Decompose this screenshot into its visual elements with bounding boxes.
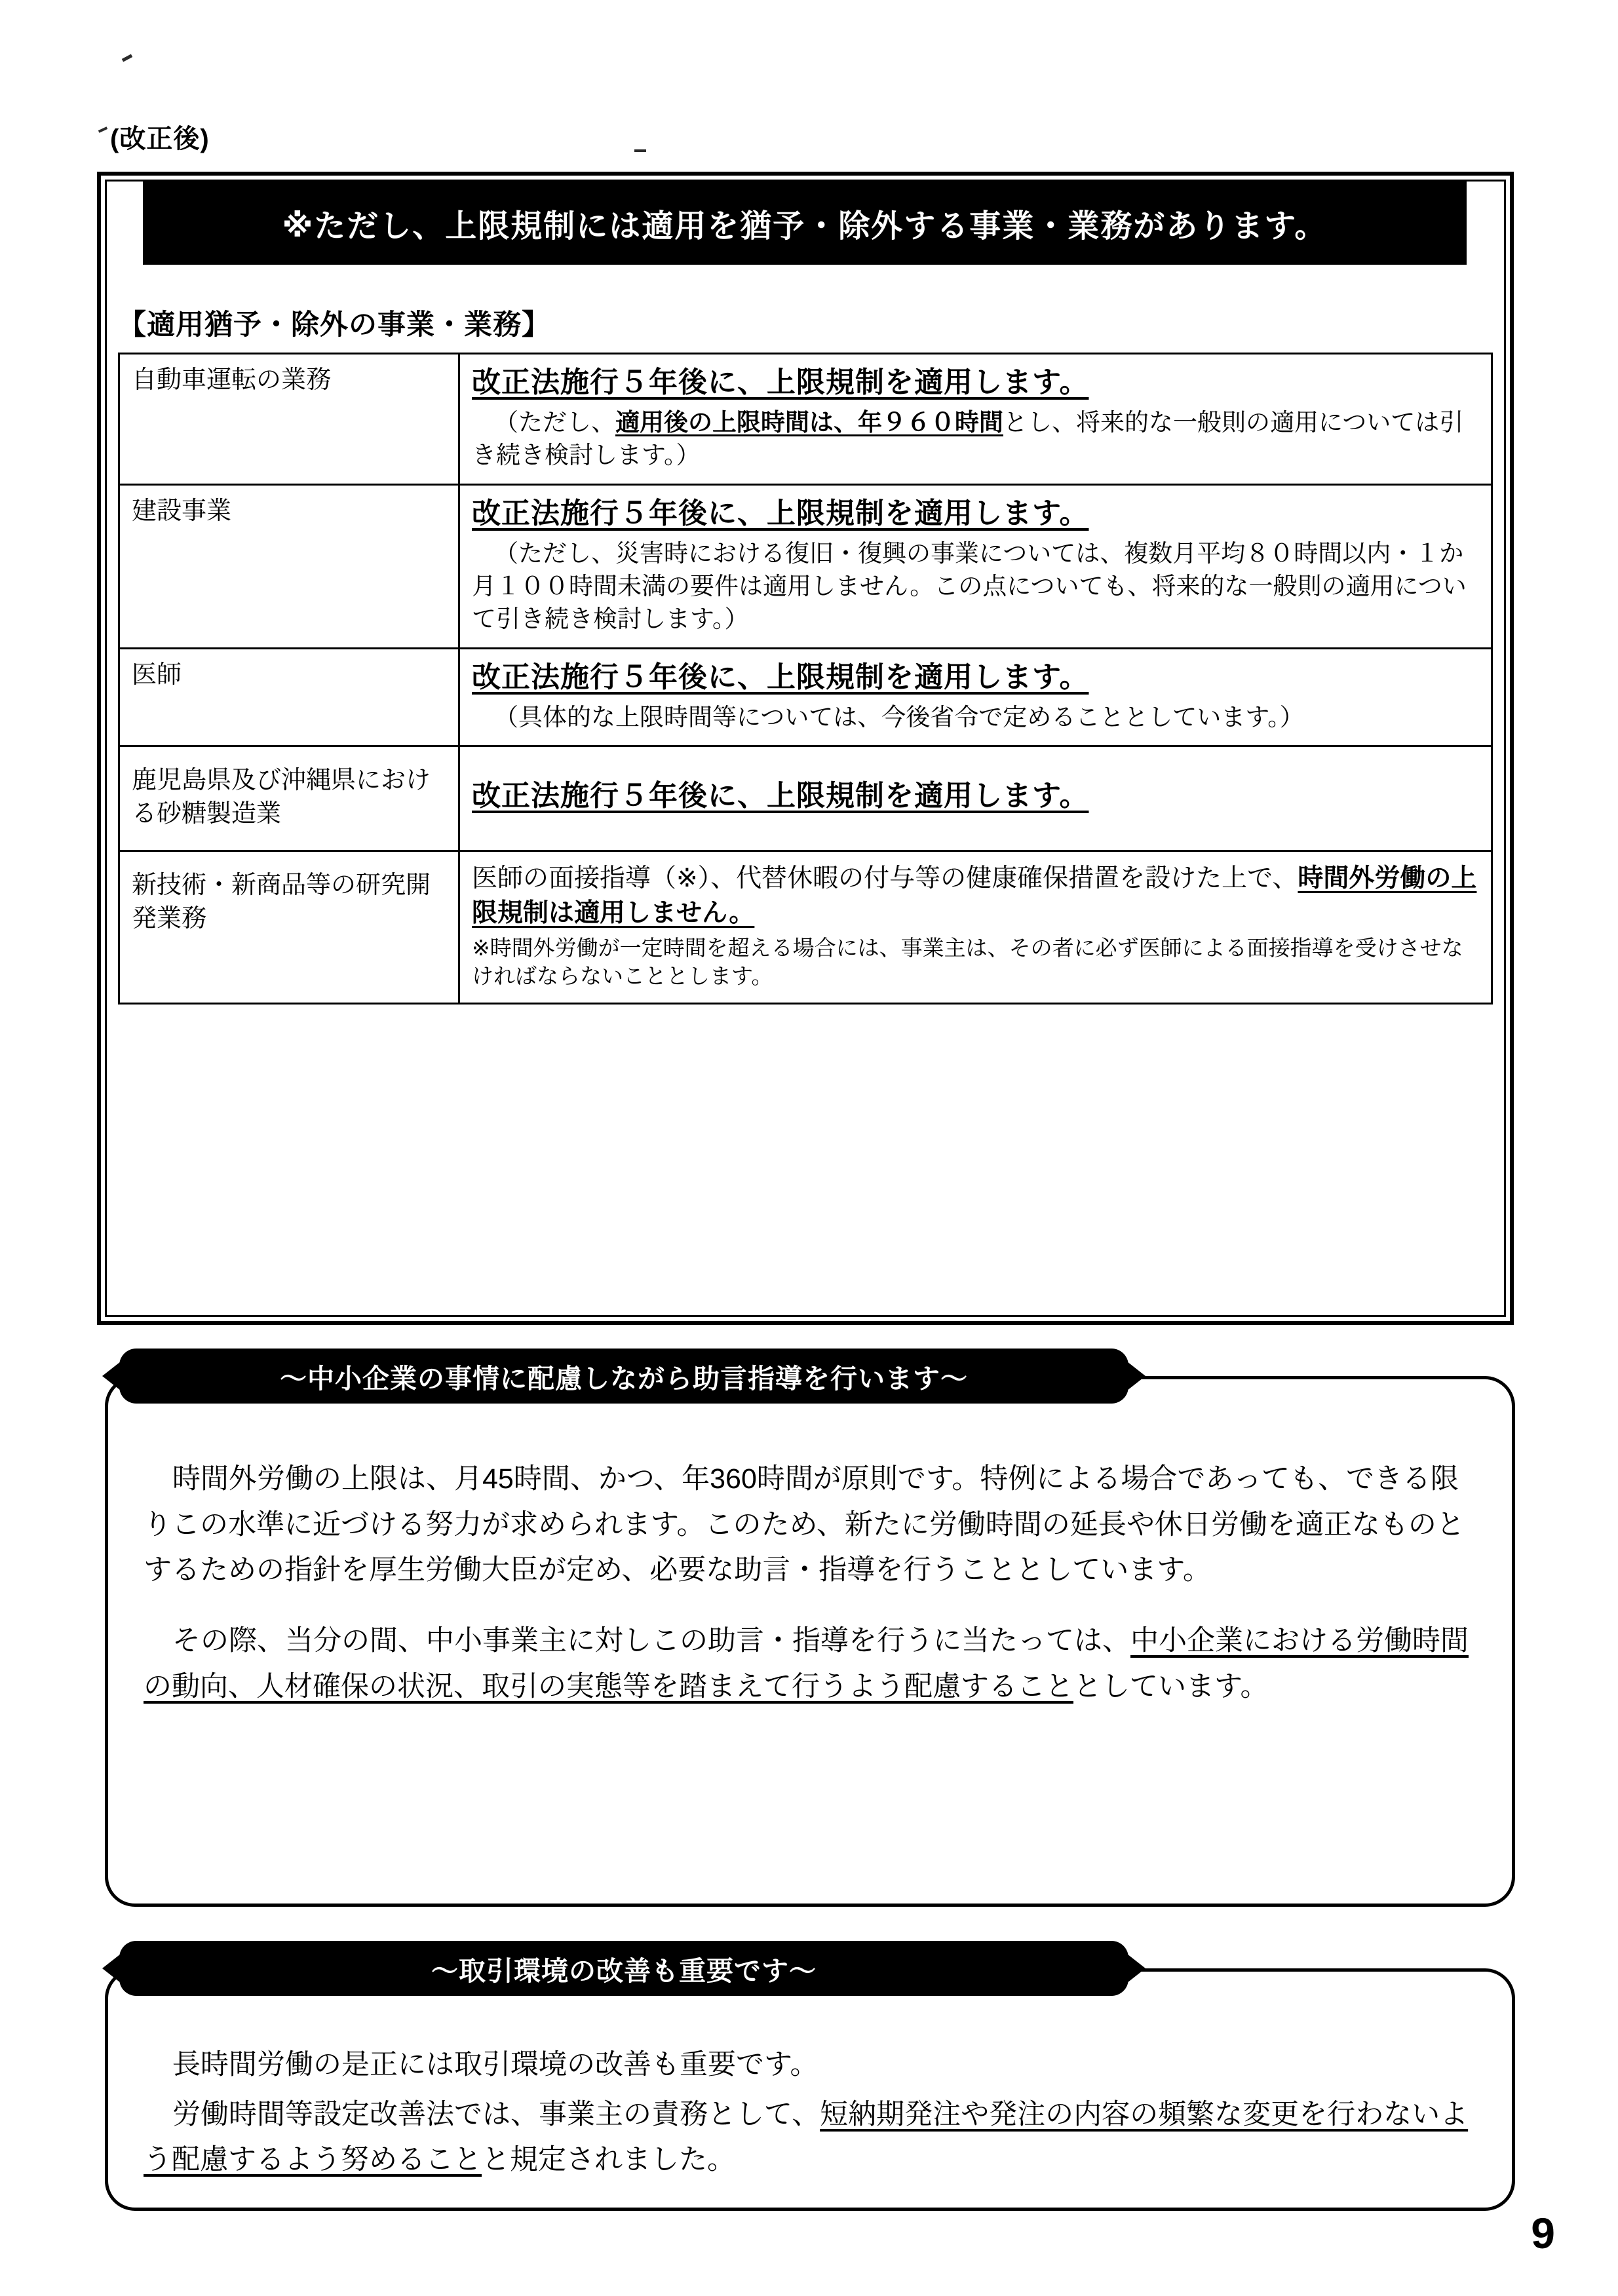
row-lead: 改正法施行５年後に、上限規制を適用します。	[472, 366, 1089, 398]
page-number: 9	[1531, 2209, 1555, 2257]
sme-paragraph-1: 時間外労働の上限は、月45時間、かつ、年360時間が原則です。特例による場合であっても、できる限りこの水準に近づける努力が求められます。このため、新たに労働時間の延長や休日労働を適正なものとするための指針を厚生労働大臣が定め、必要な助言・指導を行うこととしています。	[144, 1463, 1465, 1586]
sme-ribbon: ～中小企業の事情に配慮しながら助言指導を行います～	[119, 1349, 1128, 1404]
table-row	[119, 484, 1492, 648]
row-footnote: ※時間外労働が一定時間を超える場合には、事業主は、その者に必ず医師による面接指導を受けさせなければならないこととします。	[472, 935, 1463, 989]
trade-paragraph-1: 長時間労働の是正には取引環境の改善も重要です。	[172, 2049, 819, 2080]
row-note: （具体的な上限時間等については、今後省令で定めることとしています。）	[494, 703, 1304, 731]
table-row	[119, 851, 1492, 1003]
row-note: （ただし、適用後の上限時間は、年９６０時間とし、将来的な一般則の適用については引き続き検討します。）	[472, 408, 1464, 469]
row-lead: 改正法施行５年後に、上限規制を適用します。	[472, 660, 1089, 693]
row-detail	[459, 354, 1492, 485]
row-detail	[459, 648, 1492, 746]
revision-label: (改正後)	[110, 124, 210, 153]
row-detail	[459, 746, 1492, 851]
row-note: （ただし、災害時における復旧・復興の事業については、複数月平均８０時間以内・１か月１００時間未満の要件は適用しません。この点についても、将来的な一般則の適用について引き続き検討します。）	[472, 539, 1467, 632]
row-detail	[459, 484, 1492, 648]
row-category: 新技術・新商品等の研究開発業務	[119, 851, 459, 1003]
exemption-table	[118, 353, 1493, 1004]
exemption-banner: ※ただし、上限規制には適用を猶予・除外する事業・業務があります。	[143, 181, 1467, 265]
sme-paragraph-2: その際、当分の間、中小事業主に対しこの助言・指導を行うに当たっては、中小企業における労働時間の動向、人材確保の状況、取引の実態等を踏まえて行うよう配慮することとしています。	[144, 1624, 1469, 1702]
row-body: 医師の面接指導（※）、代替休暇の付与等の健康確保措置を設けた上で、時間外労働の上限規制は適用しません。	[472, 864, 1477, 928]
row-category: 鹿児島県及び沖縄県における砂糖製造業	[119, 746, 459, 851]
trade-callout	[105, 1968, 1515, 2211]
row-category: 医師	[119, 648, 459, 746]
scan-speck	[122, 54, 132, 62]
table-row	[119, 648, 1492, 746]
trade-ribbon: ～取引環境の改善も重要です～	[119, 1941, 1128, 1996]
scan-speck	[98, 126, 107, 133]
scan-speck	[634, 149, 646, 152]
row-lead: 改正法施行５年後に、上限規制を適用します。	[472, 780, 1089, 813]
row-category: 建設事業	[119, 484, 459, 648]
trade-paragraph-2: 労働時間等設定改善法では、事業主の責務として、短納期発注や発注の内容の頻繁な変更を行わないよう配慮するよう努めることと規定されました。	[144, 2098, 1469, 2176]
table-row	[119, 354, 1492, 485]
table-row	[119, 746, 1492, 851]
sme-callout	[105, 1376, 1515, 1907]
table-section-heading: 【適用猶予・除外の事業・業務】	[118, 309, 550, 341]
row-category: 自動車運転の業務	[119, 354, 459, 485]
row-detail	[459, 851, 1492, 1003]
row-lead: 改正法施行５年後に、上限規制を適用します。	[472, 497, 1089, 529]
